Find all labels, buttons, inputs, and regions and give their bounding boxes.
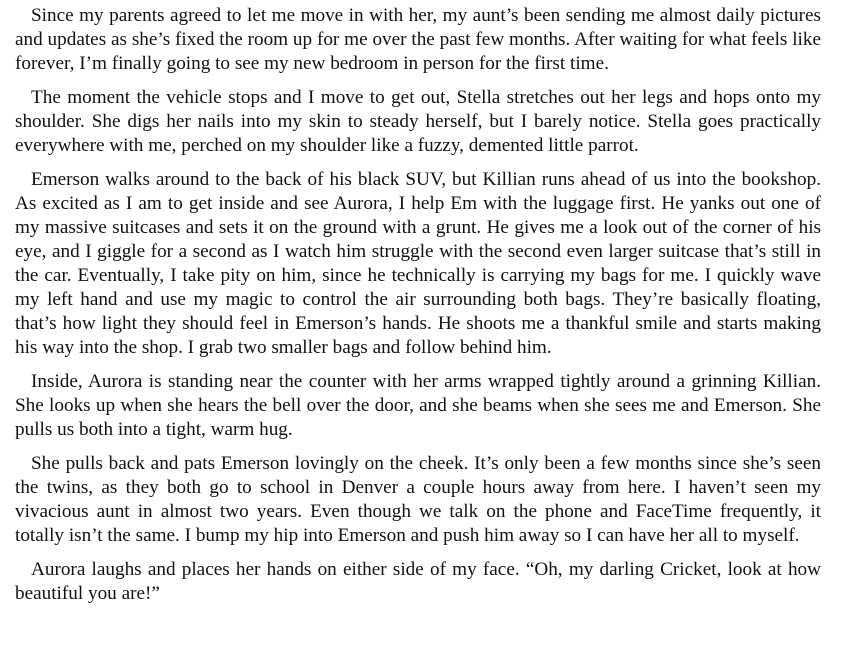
paragraph-4: Inside, Aurora is standing near the counter with her arms wrapped tightly around a grinning Killian. She looks up when she hears the bell over the door, and she beams when she sees me and Emerson. She pulls us both into a tight, warm hug. — [15, 371, 821, 440]
paragraph-3: Emerson walks around to the back of his black SUV, but Killian runs ahead of us into the bookshop. As excited as I am to get inside and see Aurora, I help Em with the luggage first. He yanks out one of my massive suitcases and sets it on the ground with a grunt. He gives me a look out of the corner of his eye, and I giggle for a second as I watch him struggle with the second even larger suitcase that’s still in the car. Eventually, I take pity on him, since he technically is carrying my bags for me. I quickly wave my left hand and use my magic to control the air surrounding both bags. They’re basically floating, that’s how light they should feel in Emerson’s hands. He shoots me a thankful smile and starts making his way into the shop. I grab two smaller bags and follow behind him. — [15, 169, 821, 358]
paragraph-6: Aurora laughs and places her hands on either side of my face. “Oh, my darling Cricket, look at how beautiful you are!” — [15, 559, 821, 604]
paragraph-2: The moment the vehicle stops and I move to get out, Stella stretches out her legs and hops onto my shoulder. She digs her nails into my skin to steady herself, but I barely notice. Stella goes practically everywhere with me, perched on my shoulder like a fuzzy, demented little parrot. — [15, 87, 821, 156]
paragraph-1: Since my parents agreed to let me move in with her, my aunt’s been sending me almost daily pictures and updates as she’s fixed the room up for me over the past few months. After waiting for what feels like forever, I’m finally going to see my new bedroom in person for the first time. — [15, 5, 821, 74]
paragraph-5: She pulls back and pats Emerson lovingly on the cheek. It’s only been a few months since she’s seen the twins, as they both go to school in Denver a couple hours away from here. I haven’t seen my vivacious aunt in almost two years. Even though we talk on the phone and FaceTime frequently, it totally isn’t the same. I bump my hip into Emerson and push him away so I can have her all to myself. — [15, 453, 821, 546]
